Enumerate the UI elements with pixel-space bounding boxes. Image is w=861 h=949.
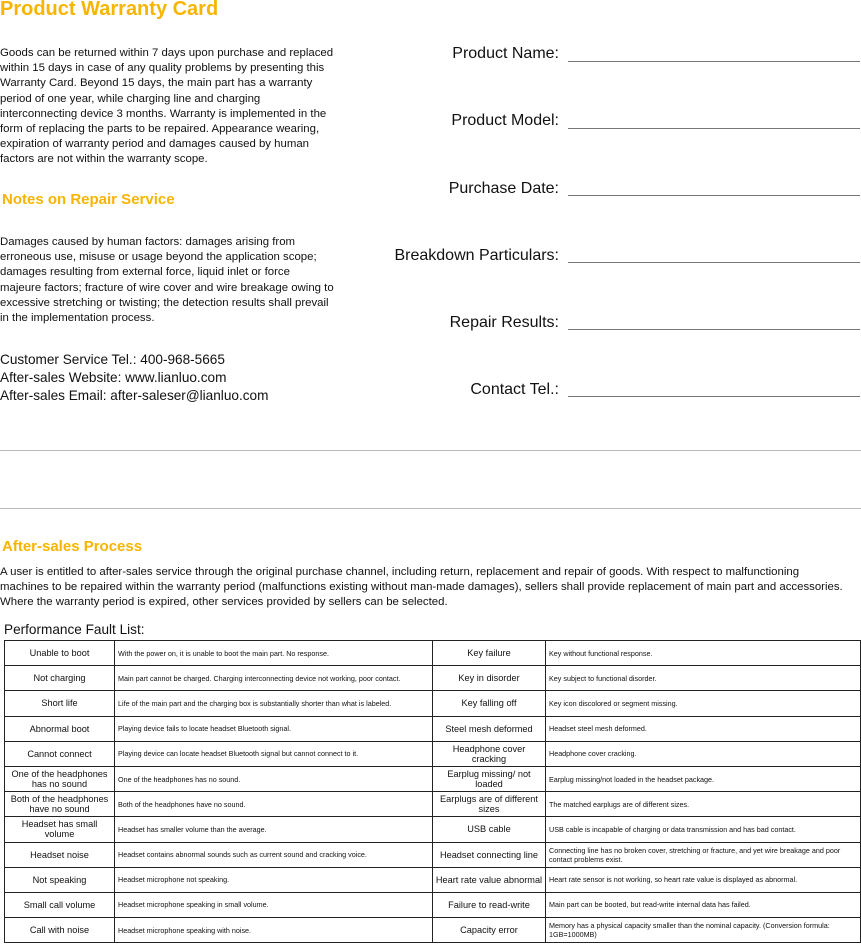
table-row bbox=[5, 918, 861, 943]
fault-description: Headset microphone not speaking. bbox=[115, 867, 433, 892]
fault-description: Connecting line has no broken cover, stretching or fracture, and yet wire breakage and poor contact problems exist. bbox=[546, 842, 861, 867]
fault-name: Key in disorder bbox=[433, 666, 546, 691]
fault-name: Not charging bbox=[5, 666, 115, 691]
fault-name: Cannot connect bbox=[5, 741, 115, 766]
warranty-text: Goods can be returned within 7 days upon purchase and replaced within 15 days in case of any quality problems by presenting this Warranty Card. Beyond 15 days, the main part has a warranty period of one year, while charging line and charging interconnecting device 3 months. Warranty is implemented in the form of replacing the parts to be repaired. Appearance wearing, expiration of warranty period and damages caused by human factors are not within the warranty scope. bbox=[0, 47, 334, 166]
fault-name: Call with noise bbox=[5, 918, 115, 943]
fault-name: Capacity error bbox=[433, 918, 546, 943]
table-row bbox=[5, 666, 861, 691]
fault-name: Earplugs are of different sizes bbox=[433, 792, 546, 817]
fault-description: Playing device fails to locate headset Bluetooth signal. bbox=[115, 716, 433, 741]
fault-name: Key failure bbox=[433, 641, 546, 666]
fault-name: USB cable bbox=[433, 817, 546, 842]
table-row bbox=[5, 691, 861, 716]
fault-name: Abnormal boot bbox=[5, 716, 115, 741]
fault-description: Headset contains abnormal sounds such as current sound and cracking voice. bbox=[115, 842, 433, 867]
fault-description: Key without functional response. bbox=[546, 641, 861, 666]
repair-heading: Notes on Repair Service bbox=[2, 191, 175, 208]
fault-name: Headset noise bbox=[5, 842, 115, 867]
contact-tel-field[interactable] bbox=[568, 396, 860, 397]
purchase-date-label: Purchase Date: bbox=[448, 180, 559, 197]
fault-name: Headset connecting line bbox=[433, 842, 546, 867]
product-model-label: Product Model: bbox=[451, 112, 559, 129]
fault-list-label: Performance Fault List: bbox=[4, 622, 145, 637]
fault-name: Key falling off bbox=[433, 691, 546, 716]
table-row bbox=[5, 867, 861, 892]
fault-name: Heart rate value abnormal bbox=[433, 867, 546, 892]
fault-name: Headset has small volume bbox=[5, 817, 115, 842]
fault-description: Memory has a physical capacity smaller than the nominal capacity. (Conversion formula: 1GB=1000MB) bbox=[546, 918, 861, 943]
fault-name: Headphone cover cracking bbox=[433, 741, 546, 766]
fault-description: Headset has smaller volume than the average. bbox=[115, 817, 433, 842]
process-text: A user is entitled to after-sales service through the original purchase channel, including return, replacement and repair of goods. With respect to malfunctioning machines to be repaired within the warranty period (malfunctions existing without man-made damages), sellers shall provide replacement of main part and accessories. Where the warranty period is expired, other services provided by sellers can be selected. bbox=[0, 566, 843, 609]
fault-description: One of the headphones has no sound. bbox=[115, 766, 433, 791]
after-sales-email: After-sales Email: after-saleser@lianluo.com bbox=[0, 388, 269, 403]
fault-description: Both of the headphones have no sound. bbox=[115, 792, 433, 817]
breakdown-particulars-label: Breakdown Particulars: bbox=[394, 247, 559, 264]
fault-description: Life of the main part and the charging box is substantially shorter than what is labeled. bbox=[115, 691, 433, 716]
product-model-field[interactable] bbox=[568, 128, 860, 129]
repair-text: Damages caused by human factors: damages arising from erroneous use, misuse or usage beyond the application scope; damages resulting from external force, liquid inlet or force majeure factors; fracture of wire cover and wire breakage owing to excessive stretching or twisting; the detection results shall prevail in the implementation process. bbox=[0, 236, 334, 325]
fault-name: One of the headphones has no sound bbox=[5, 766, 115, 791]
divider bbox=[0, 508, 861, 509]
purchase-date-field[interactable] bbox=[568, 195, 860, 196]
table-row bbox=[5, 892, 861, 917]
fault-description: Earplug missing/not loaded in the headset package. bbox=[546, 766, 861, 791]
table-row bbox=[5, 842, 861, 867]
table-row bbox=[5, 817, 861, 842]
table-row bbox=[5, 641, 861, 666]
table-row bbox=[5, 792, 861, 817]
fault-name: Small call volume bbox=[5, 892, 115, 917]
fault-table bbox=[4, 640, 861, 943]
contact-block bbox=[0, 351, 268, 405]
fault-name: Earplug missing/ not loaded bbox=[433, 766, 546, 791]
after-sales-website: After-sales Website: www.lianluo.com bbox=[0, 370, 227, 385]
table-row bbox=[5, 741, 861, 766]
fault-description: Headset steel mesh deformed. bbox=[546, 716, 861, 741]
product-name-label: Product Name: bbox=[452, 45, 559, 62]
fault-description: Main part cannot be charged. Charging interconnecting device not working, poor contact. bbox=[115, 666, 433, 691]
fault-description: Headset microphone speaking in small volume. bbox=[115, 892, 433, 917]
fault-description: Main part can be booted, but read-write internal data has failed. bbox=[546, 892, 861, 917]
page-title: Product Warranty Card bbox=[0, 0, 219, 20]
fault-description: USB cable is incapable of charging or data transmission and has bad contact. bbox=[546, 817, 861, 842]
repair-results-label: Repair Results: bbox=[449, 314, 559, 331]
fault-name: Steel mesh deformed bbox=[433, 716, 546, 741]
table-row bbox=[5, 716, 861, 741]
fault-description: The matched earplugs are of different sizes. bbox=[546, 792, 861, 817]
fault-description: Headset microphone speaking with noise. bbox=[115, 918, 433, 943]
fault-name: Both of the headphones have no sound bbox=[5, 792, 115, 817]
fault-description: Heart rate sensor is not working, so heart rate value is displayed as abnormal. bbox=[546, 867, 861, 892]
breakdown-particulars-field[interactable] bbox=[568, 262, 860, 263]
fault-description: Key icon discolored or segment missing. bbox=[546, 691, 861, 716]
process-heading: After-sales Process bbox=[2, 538, 143, 555]
customer-service-tel: Customer Service Tel.: 400-968-5665 bbox=[0, 352, 225, 367]
repair-results-field[interactable] bbox=[568, 329, 860, 330]
fault-description: Playing device can locate headset Bluetooth signal but cannot connect to it. bbox=[115, 741, 433, 766]
fault-description: Key subject to functional disorder. bbox=[546, 666, 861, 691]
divider bbox=[0, 450, 861, 451]
fault-name: Not speaking bbox=[5, 867, 115, 892]
fault-description: With the power on, it is unable to boot the main part. No response. bbox=[115, 641, 433, 666]
fault-name: Short life bbox=[5, 691, 115, 716]
table-row bbox=[5, 766, 861, 791]
fault-name: Unable to boot bbox=[5, 641, 115, 666]
contact-tel-label: Contact Tel.: bbox=[470, 381, 559, 398]
fault-description: Headphone cover cracking. bbox=[546, 741, 861, 766]
product-name-field[interactable] bbox=[568, 61, 860, 62]
fault-name: Failure to read-write bbox=[433, 892, 546, 917]
